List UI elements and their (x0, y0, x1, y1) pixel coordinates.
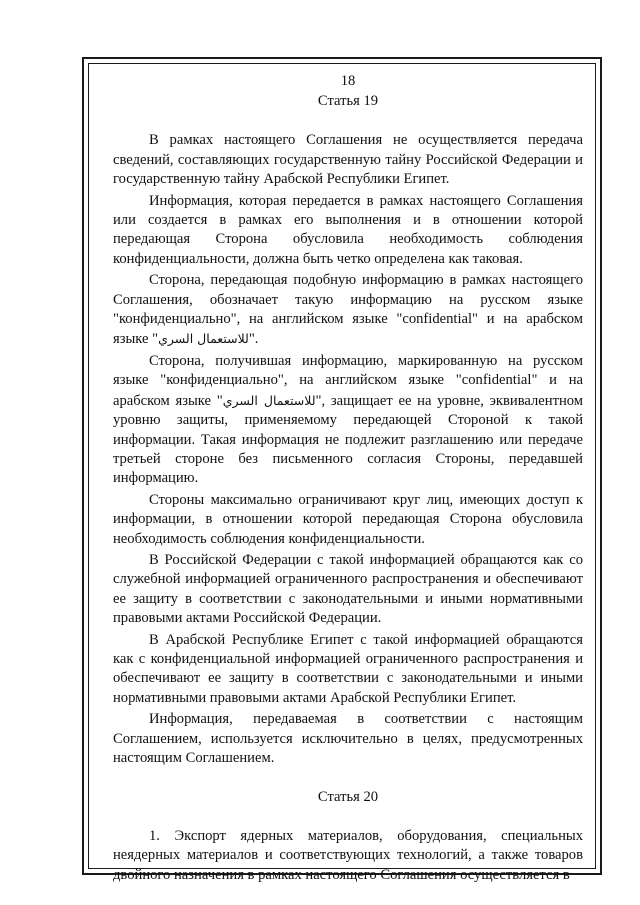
arabic-confidential-label: للاستعمال السري (158, 331, 249, 347)
article-19-title: Статья 19 (317, 93, 379, 109)
article-19-paragraph-4 (113, 352, 583, 489)
article-19-paragraph-6: В Российской Федерации с такой информацией обращаются как со служебной информацией ограниченного распространения и обеспечивают ее защиту в соответствии с законодательными и иными нормативными правовыми актами Российской Федерации. (113, 551, 583, 627)
article-19-paragraph-2: Информация, которая передается в рамках настоящего Соглашения или создается в рамках его выполнения и в отношении которой передающая Сторона обусловила необходимость соблюдения конфиденциальности, должна быть четко определена как таковая. (113, 192, 583, 267)
paragraph-3-text-end: ". (248, 331, 259, 348)
page-content (113, 72, 583, 887)
article-20-title: Статья 20 (317, 789, 379, 806)
article-19-paragraph-5: Стороны максимально ограничивают круг лиц, имеющих доступ к информации, в отношении которой передающая Сторона обусловила необходимость соблюдения конфиденциальности. (113, 491, 583, 547)
article-19-paragraph-3 (113, 271, 583, 350)
page-number: 18 (340, 73, 356, 89)
article-19-paragraph-7: В Арабской Республике Египет с такой информацией обращаются как с конфиденциальной информацией ограниченного распространения и обеспечивают ее защиту в соответствии с законодательными и иными нормативными правовыми актами Арабской Республики Египет. (113, 631, 583, 706)
article-19-paragraph-1: В рамках настоящего Соглашения не осуществляется передача сведений, составляющих государственную тайну Российской Федерации и государственную тайну Арабской Республики Египет. (113, 132, 583, 188)
paragraph-4-text-start: Сторона, получившая информацию, маркированную на русском языке "конфиденциально", на английском языке "confidential" и на арабском языке " (113, 352, 583, 409)
paragraph-4-text-end: ", защищает ее на уровне, эквивалентном уровню защиты, применяемому передающей Стороной к такой информации. Такая информация не подлежит разглашению или передаче третьей стороне без письменного согласия Стороны, передавшей информацию. (113, 392, 584, 487)
arabic-confidential-label: للاستعمال السري (222, 392, 316, 408)
article-19-paragraph-8: Информация, передаваемая в соответствии с настоящим Соглашением, используется исключительно в целях, предусмотренных настоящим Соглашением. (113, 711, 583, 766)
article-20-paragraph-1: 1. Экспорт ядерных материалов, оборудования, специальных неядерных материалов и соответствующих технологий, а также товаров двойного назначения в рамках настоящего Соглашения осуществляется в (113, 827, 583, 883)
paragraph-3-text-start: Сторона, передающая подобную информацию в рамках настоящего Соглашения, обозначает такую информацию на русском языке "конфиденциально", на английском языке "confidential" и на арабском языке " (113, 272, 583, 348)
